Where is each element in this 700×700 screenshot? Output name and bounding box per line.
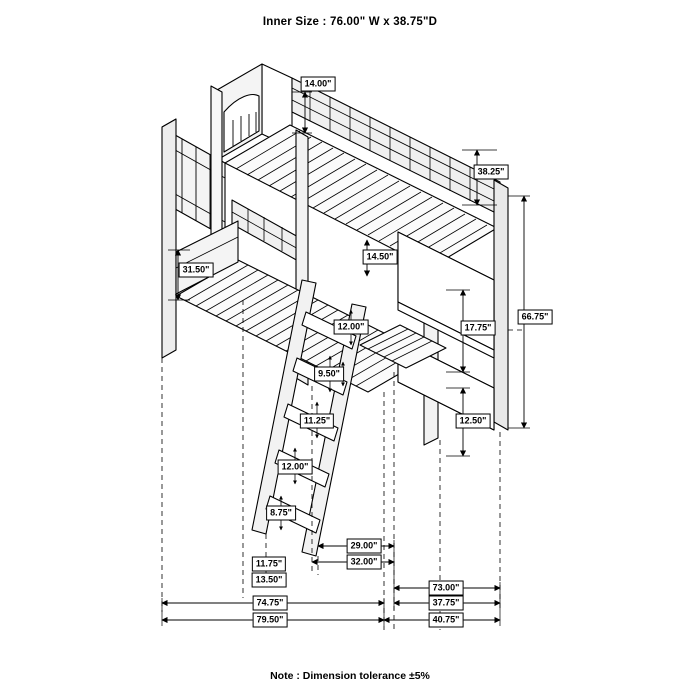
dim-ladder-step-1: 12.00" <box>334 320 369 335</box>
dim-lower-rail-height: 12.50" <box>456 414 491 429</box>
dim-ladder-bottom-step: 8.75" <box>266 506 296 521</box>
page-title: Inner Size : 76.00" W x 38.75"D <box>262 16 438 28</box>
dim-ladder-step-3: 12.00" <box>278 460 313 475</box>
dim-depth-right-outer: 40.75" <box>429 613 464 628</box>
tolerance-note: Note : Dimension tolerance ±5% <box>270 670 430 682</box>
dim-ladder-offset: 9.50" <box>314 367 344 382</box>
dim-depth-right-mid: 37.75" <box>429 596 464 611</box>
dim-ladder-step-2: 11.25" <box>300 414 334 429</box>
dim-ladder-depth-outer: 32.00" <box>347 555 382 570</box>
dim-width-outer: 79.50" <box>253 613 288 628</box>
dim-bed-depth: 38.25" <box>474 165 509 180</box>
dim-ladder-foot: 11.75" <box>252 557 286 572</box>
dim-total-height: 66.75" <box>518 310 553 325</box>
dim-width-inner: 74.75" <box>253 596 288 611</box>
dim-ladder-depth: 29.00" <box>347 539 382 554</box>
dim-lower-clearance: 31.50" <box>179 263 214 278</box>
dim-depth-right-top: 73.00" <box>429 581 464 596</box>
dim-lower-bunk-height: 17.75" <box>461 321 496 336</box>
dim-ladder-foot-outer: 13.50" <box>252 573 287 588</box>
dim-guardrail-height: 14.00" <box>301 77 336 92</box>
dim-upper-rail-gap: 14.50" <box>363 250 398 265</box>
